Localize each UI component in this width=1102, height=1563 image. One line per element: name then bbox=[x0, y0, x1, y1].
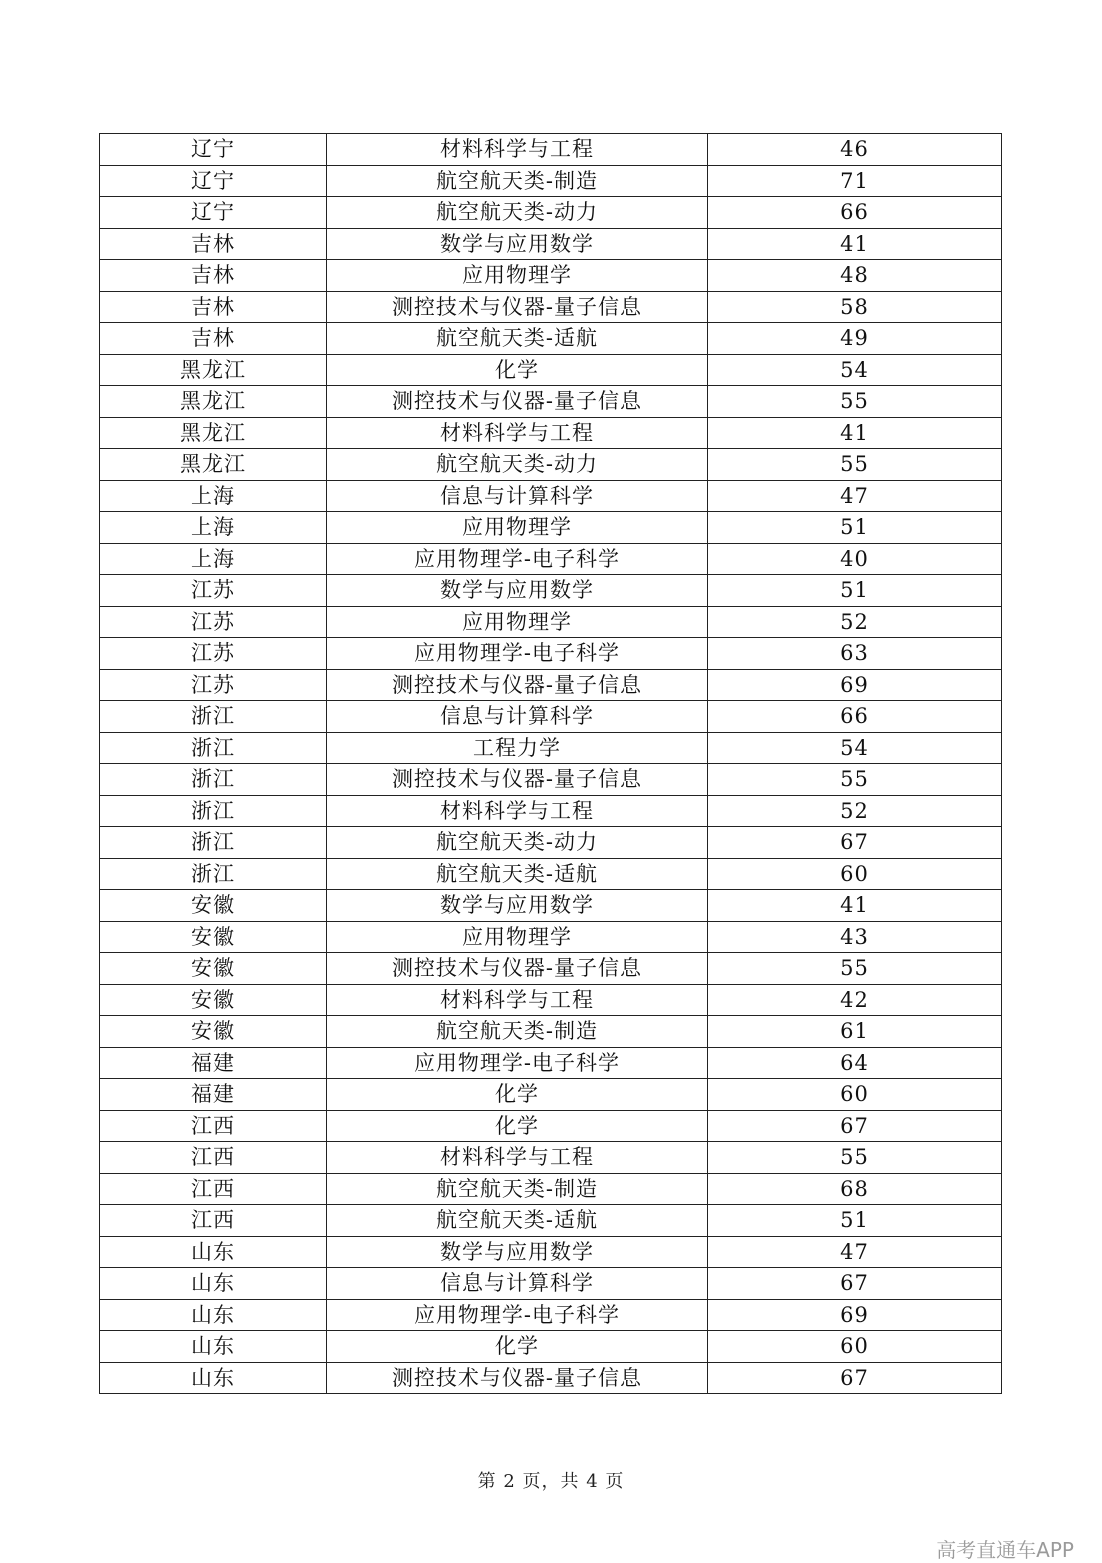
province-cell: 吉林 bbox=[100, 228, 327, 260]
province-cell: 吉林 bbox=[100, 260, 327, 292]
major-cell: 信息与计算科学 bbox=[327, 480, 708, 512]
major-cell: 化学 bbox=[327, 1110, 708, 1142]
major-cell: 航空航天类-适航 bbox=[327, 323, 708, 355]
score-cell: 69 bbox=[708, 1299, 1002, 1331]
province-cell: 浙江 bbox=[100, 764, 327, 796]
table-row bbox=[100, 1205, 1002, 1237]
score-cell: 41 bbox=[708, 890, 1002, 922]
score-cell: 69 bbox=[708, 669, 1002, 701]
major-cell: 应用物理学-电子科学 bbox=[327, 1047, 708, 1079]
major-cell: 应用物理学-电子科学 bbox=[327, 1299, 708, 1331]
province-cell: 江苏 bbox=[100, 638, 327, 670]
province-cell: 福建 bbox=[100, 1047, 327, 1079]
score-cell: 64 bbox=[708, 1047, 1002, 1079]
province-cell: 山东 bbox=[100, 1299, 327, 1331]
province-cell: 黑龙江 bbox=[100, 449, 327, 481]
major-cell: 应用物理学 bbox=[327, 512, 708, 544]
province-cell: 安徽 bbox=[100, 984, 327, 1016]
score-cell: 47 bbox=[708, 1236, 1002, 1268]
province-cell: 黑龙江 bbox=[100, 386, 327, 418]
score-cell: 66 bbox=[708, 701, 1002, 733]
province-cell: 辽宁 bbox=[100, 197, 327, 229]
province-cell: 黑龙江 bbox=[100, 417, 327, 449]
province-cell: 安徽 bbox=[100, 921, 327, 953]
score-cell: 60 bbox=[708, 858, 1002, 890]
score-cell: 63 bbox=[708, 638, 1002, 670]
table-row bbox=[100, 1110, 1002, 1142]
table-row bbox=[100, 1079, 1002, 1111]
major-cell: 航空航天类-动力 bbox=[327, 827, 708, 859]
province-cell: 辽宁 bbox=[100, 165, 327, 197]
table-row bbox=[100, 449, 1002, 481]
score-cell: 46 bbox=[708, 134, 1002, 166]
table-row bbox=[100, 921, 1002, 953]
major-cell: 应用物理学-电子科学 bbox=[327, 638, 708, 670]
score-cell: 66 bbox=[708, 197, 1002, 229]
major-cell: 测控技术与仪器-量子信息 bbox=[327, 386, 708, 418]
province-cell: 辽宁 bbox=[100, 134, 327, 166]
page-footer: 第 2 页，共 4 页 bbox=[477, 1471, 625, 1492]
major-cell: 应用物理学-电子科学 bbox=[327, 543, 708, 575]
score-cell: 47 bbox=[708, 480, 1002, 512]
major-cell: 测控技术与仪器-量子信息 bbox=[327, 1362, 708, 1394]
province-cell: 黑龙江 bbox=[100, 354, 327, 386]
score-cell: 54 bbox=[708, 354, 1002, 386]
table-row bbox=[100, 764, 1002, 796]
score-cell: 55 bbox=[708, 1142, 1002, 1174]
major-cell: 航空航天类-制造 bbox=[327, 165, 708, 197]
table-row bbox=[100, 953, 1002, 985]
province-cell: 吉林 bbox=[100, 323, 327, 355]
major-cell: 数学与应用数学 bbox=[327, 890, 708, 922]
major-cell: 工程力学 bbox=[327, 732, 708, 764]
table-row bbox=[100, 228, 1002, 260]
province-cell: 安徽 bbox=[100, 953, 327, 985]
score-cell: 48 bbox=[708, 260, 1002, 292]
major-cell: 材料科学与工程 bbox=[327, 984, 708, 1016]
major-cell: 化学 bbox=[327, 1331, 708, 1363]
score-cell: 61 bbox=[708, 1016, 1002, 1048]
major-cell: 航空航天类-适航 bbox=[327, 858, 708, 890]
table-row bbox=[100, 1016, 1002, 1048]
province-cell: 江西 bbox=[100, 1142, 327, 1174]
score-cell: 51 bbox=[708, 512, 1002, 544]
table-row bbox=[100, 260, 1002, 292]
province-cell: 上海 bbox=[100, 480, 327, 512]
score-cell: 43 bbox=[708, 921, 1002, 953]
table-row bbox=[100, 323, 1002, 355]
major-cell: 应用物理学 bbox=[327, 260, 708, 292]
table-row bbox=[100, 1299, 1002, 1331]
major-cell: 航空航天类-动力 bbox=[327, 449, 708, 481]
score-cell: 54 bbox=[708, 732, 1002, 764]
major-cell: 测控技术与仪器-量子信息 bbox=[327, 764, 708, 796]
table-row bbox=[100, 1173, 1002, 1205]
table-row bbox=[100, 606, 1002, 638]
province-cell: 吉林 bbox=[100, 291, 327, 323]
table-row bbox=[100, 795, 1002, 827]
table-row bbox=[100, 1047, 1002, 1079]
table-row bbox=[100, 984, 1002, 1016]
table-row bbox=[100, 890, 1002, 922]
score-cell: 41 bbox=[708, 417, 1002, 449]
table-row bbox=[100, 543, 1002, 575]
province-cell: 浙江 bbox=[100, 701, 327, 733]
major-cell: 航空航天类-适航 bbox=[327, 1205, 708, 1237]
major-cell: 信息与计算科学 bbox=[327, 701, 708, 733]
table-row bbox=[100, 1236, 1002, 1268]
major-cell: 化学 bbox=[327, 1079, 708, 1111]
score-cell: 52 bbox=[708, 795, 1002, 827]
province-cell: 安徽 bbox=[100, 890, 327, 922]
score-cell: 55 bbox=[708, 764, 1002, 796]
table-row bbox=[100, 512, 1002, 544]
score-cell: 67 bbox=[708, 827, 1002, 859]
province-cell: 山东 bbox=[100, 1236, 327, 1268]
score-cell: 71 bbox=[708, 165, 1002, 197]
score-cell: 67 bbox=[708, 1268, 1002, 1300]
major-cell: 航空航天类-制造 bbox=[327, 1016, 708, 1048]
province-cell: 浙江 bbox=[100, 827, 327, 859]
score-cell: 55 bbox=[708, 449, 1002, 481]
table-row bbox=[100, 134, 1002, 166]
major-cell: 材料科学与工程 bbox=[327, 417, 708, 449]
major-cell: 应用物理学 bbox=[327, 606, 708, 638]
table-row bbox=[100, 354, 1002, 386]
score-cell: 67 bbox=[708, 1110, 1002, 1142]
watermark: 高考直通车APP bbox=[936, 1538, 1074, 1562]
score-cell: 55 bbox=[708, 386, 1002, 418]
table-row bbox=[100, 669, 1002, 701]
province-cell: 上海 bbox=[100, 512, 327, 544]
score-cell: 68 bbox=[708, 1173, 1002, 1205]
major-cell: 材料科学与工程 bbox=[327, 1142, 708, 1174]
province-cell: 浙江 bbox=[100, 732, 327, 764]
major-cell: 应用物理学 bbox=[327, 921, 708, 953]
score-cell: 58 bbox=[708, 291, 1002, 323]
province-cell: 山东 bbox=[100, 1331, 327, 1363]
province-cell: 山东 bbox=[100, 1362, 327, 1394]
province-cell: 山东 bbox=[100, 1268, 327, 1300]
table-row bbox=[100, 165, 1002, 197]
table-row bbox=[100, 732, 1002, 764]
table-row bbox=[100, 638, 1002, 670]
table-row bbox=[100, 701, 1002, 733]
major-cell: 信息与计算科学 bbox=[327, 1268, 708, 1300]
table-row bbox=[100, 417, 1002, 449]
major-cell: 数学与应用数学 bbox=[327, 1236, 708, 1268]
table-row bbox=[100, 291, 1002, 323]
table-row bbox=[100, 1331, 1002, 1363]
table-row bbox=[100, 575, 1002, 607]
score-cell: 60 bbox=[708, 1331, 1002, 1363]
province-cell: 安徽 bbox=[100, 1016, 327, 1048]
table-row bbox=[100, 858, 1002, 890]
province-cell: 上海 bbox=[100, 543, 327, 575]
major-cell: 测控技术与仪器-量子信息 bbox=[327, 953, 708, 985]
major-cell: 数学与应用数学 bbox=[327, 228, 708, 260]
table-row bbox=[100, 197, 1002, 229]
major-cell: 化学 bbox=[327, 354, 708, 386]
table-row bbox=[100, 386, 1002, 418]
score-cell: 52 bbox=[708, 606, 1002, 638]
major-cell: 材料科学与工程 bbox=[327, 134, 708, 166]
province-cell: 江苏 bbox=[100, 575, 327, 607]
province-cell: 江苏 bbox=[100, 606, 327, 638]
table-row bbox=[100, 480, 1002, 512]
score-cell: 67 bbox=[708, 1362, 1002, 1394]
score-cell: 51 bbox=[708, 1205, 1002, 1237]
major-cell: 材料科学与工程 bbox=[327, 795, 708, 827]
province-cell: 浙江 bbox=[100, 795, 327, 827]
table-row bbox=[100, 827, 1002, 859]
major-cell: 数学与应用数学 bbox=[327, 575, 708, 607]
province-cell: 江西 bbox=[100, 1173, 327, 1205]
province-cell: 江西 bbox=[100, 1110, 327, 1142]
score-table bbox=[99, 133, 1002, 1394]
score-table-container bbox=[99, 133, 1001, 1394]
table-row bbox=[100, 1142, 1002, 1174]
score-cell: 40 bbox=[708, 543, 1002, 575]
table-row bbox=[100, 1362, 1002, 1394]
score-cell: 51 bbox=[708, 575, 1002, 607]
province-cell: 江西 bbox=[100, 1205, 327, 1237]
score-cell: 60 bbox=[708, 1079, 1002, 1111]
table-body bbox=[100, 134, 1002, 1394]
score-cell: 49 bbox=[708, 323, 1002, 355]
major-cell: 测控技术与仪器-量子信息 bbox=[327, 669, 708, 701]
table-row bbox=[100, 1268, 1002, 1300]
province-cell: 福建 bbox=[100, 1079, 327, 1111]
major-cell: 航空航天类-制造 bbox=[327, 1173, 708, 1205]
major-cell: 航空航天类-动力 bbox=[327, 197, 708, 229]
major-cell: 测控技术与仪器-量子信息 bbox=[327, 291, 708, 323]
province-cell: 浙江 bbox=[100, 858, 327, 890]
score-cell: 41 bbox=[708, 228, 1002, 260]
score-cell: 55 bbox=[708, 953, 1002, 985]
score-cell: 42 bbox=[708, 984, 1002, 1016]
province-cell: 江苏 bbox=[100, 669, 327, 701]
